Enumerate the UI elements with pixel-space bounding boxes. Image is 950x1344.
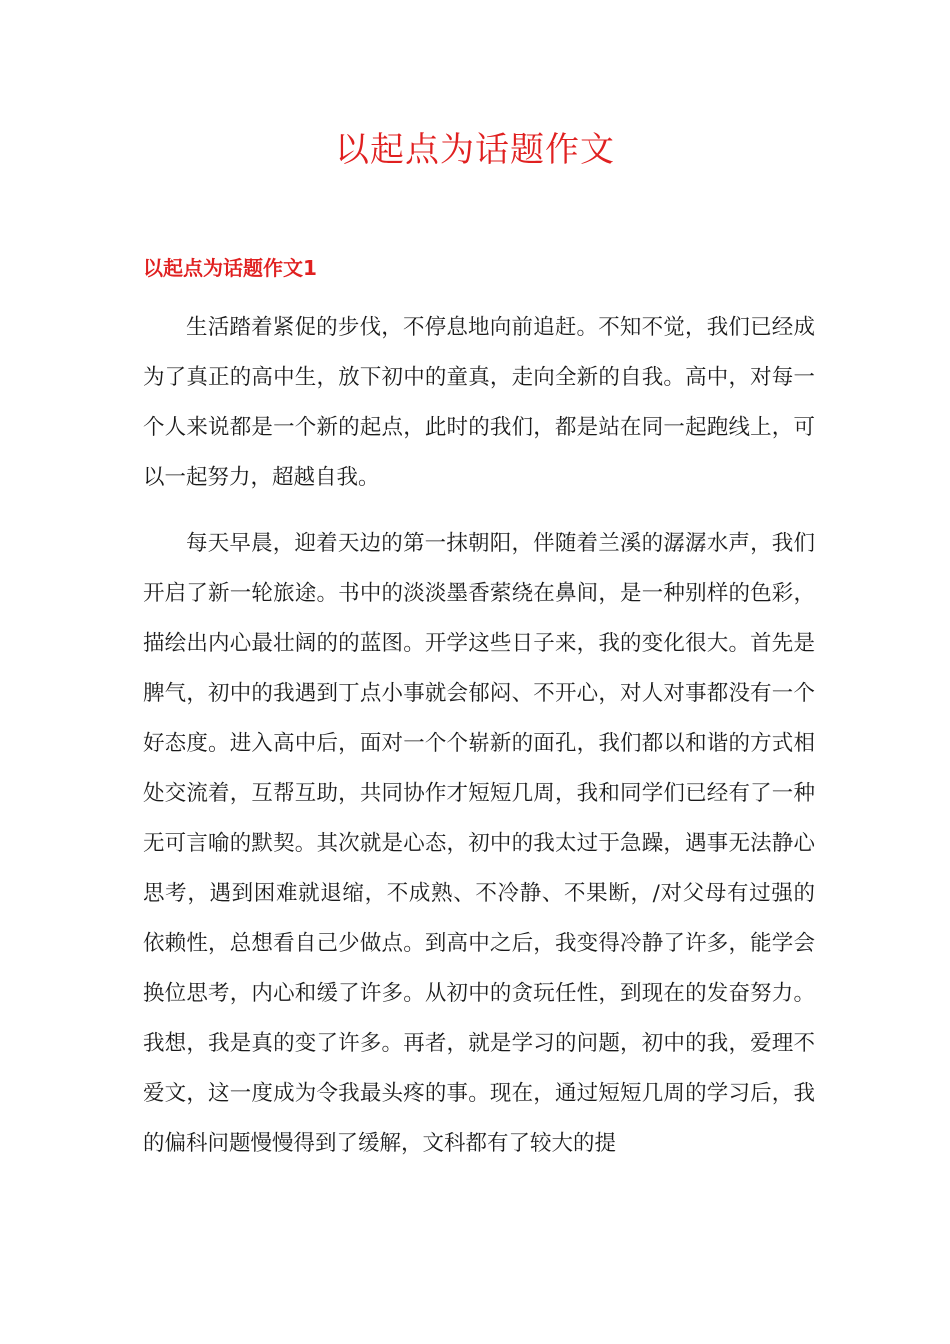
document-title: 以起点为话题作文 bbox=[335, 130, 615, 170]
paragraph-1: 生活踏着紧促的步伐，不停息地向前追赶。不知不觉，我们已经成为了真正的高中生，放下初中的童真，走向全新的自我。高中，对每一个人来说都是一个新的起点，此时的我们，都是站在同一起跑线上，可以一起努力，超越自我。 bbox=[143, 315, 815, 490]
paragraph-2: 每天早晨，迎着天边的第一抹朝阳，伴随着兰溪的潺潺水声，我们开启了新一轮旅途。书中的淡淡墨香萦绕在鼻间，是一种别样的色彩，描绘出内心最壮阔的的蓝图。开学这些日子来，我的变化很大。首先是脾气，初中的我遇到丁点小事就会郁闷、不开心，对人对事都没有一个好态度。进入高中后，面对一个个崭新的面孔，我们都以和谐的方式相处交流着，互帮互助，共同协作才短短几周，我和同学们已经有了一种无可言喻的默契。其次就是心态，初中的我太过于急躁，遇事无法静心思考，遇到困难就退缩，不成熟、不冷静、不果断，/对父母有过强的依赖性，总想看自己少做点。到高中之后，我变得冷静了许多，能学会换位思考，内心和缓了许多。从初中的贪玩任性，到现在的发奋努力。我想，我是真的变了许多。再者，就是学习的问题，初中的我，爱理不爱文，这一度成为令我最头疼的事。现在，通过短短几周的学习后，我的偏科问题慢慢得到了缓解，文科都有了较大的提 bbox=[143, 531, 815, 1156]
section-heading: 以起点为话题作文1 bbox=[143, 256, 317, 280]
